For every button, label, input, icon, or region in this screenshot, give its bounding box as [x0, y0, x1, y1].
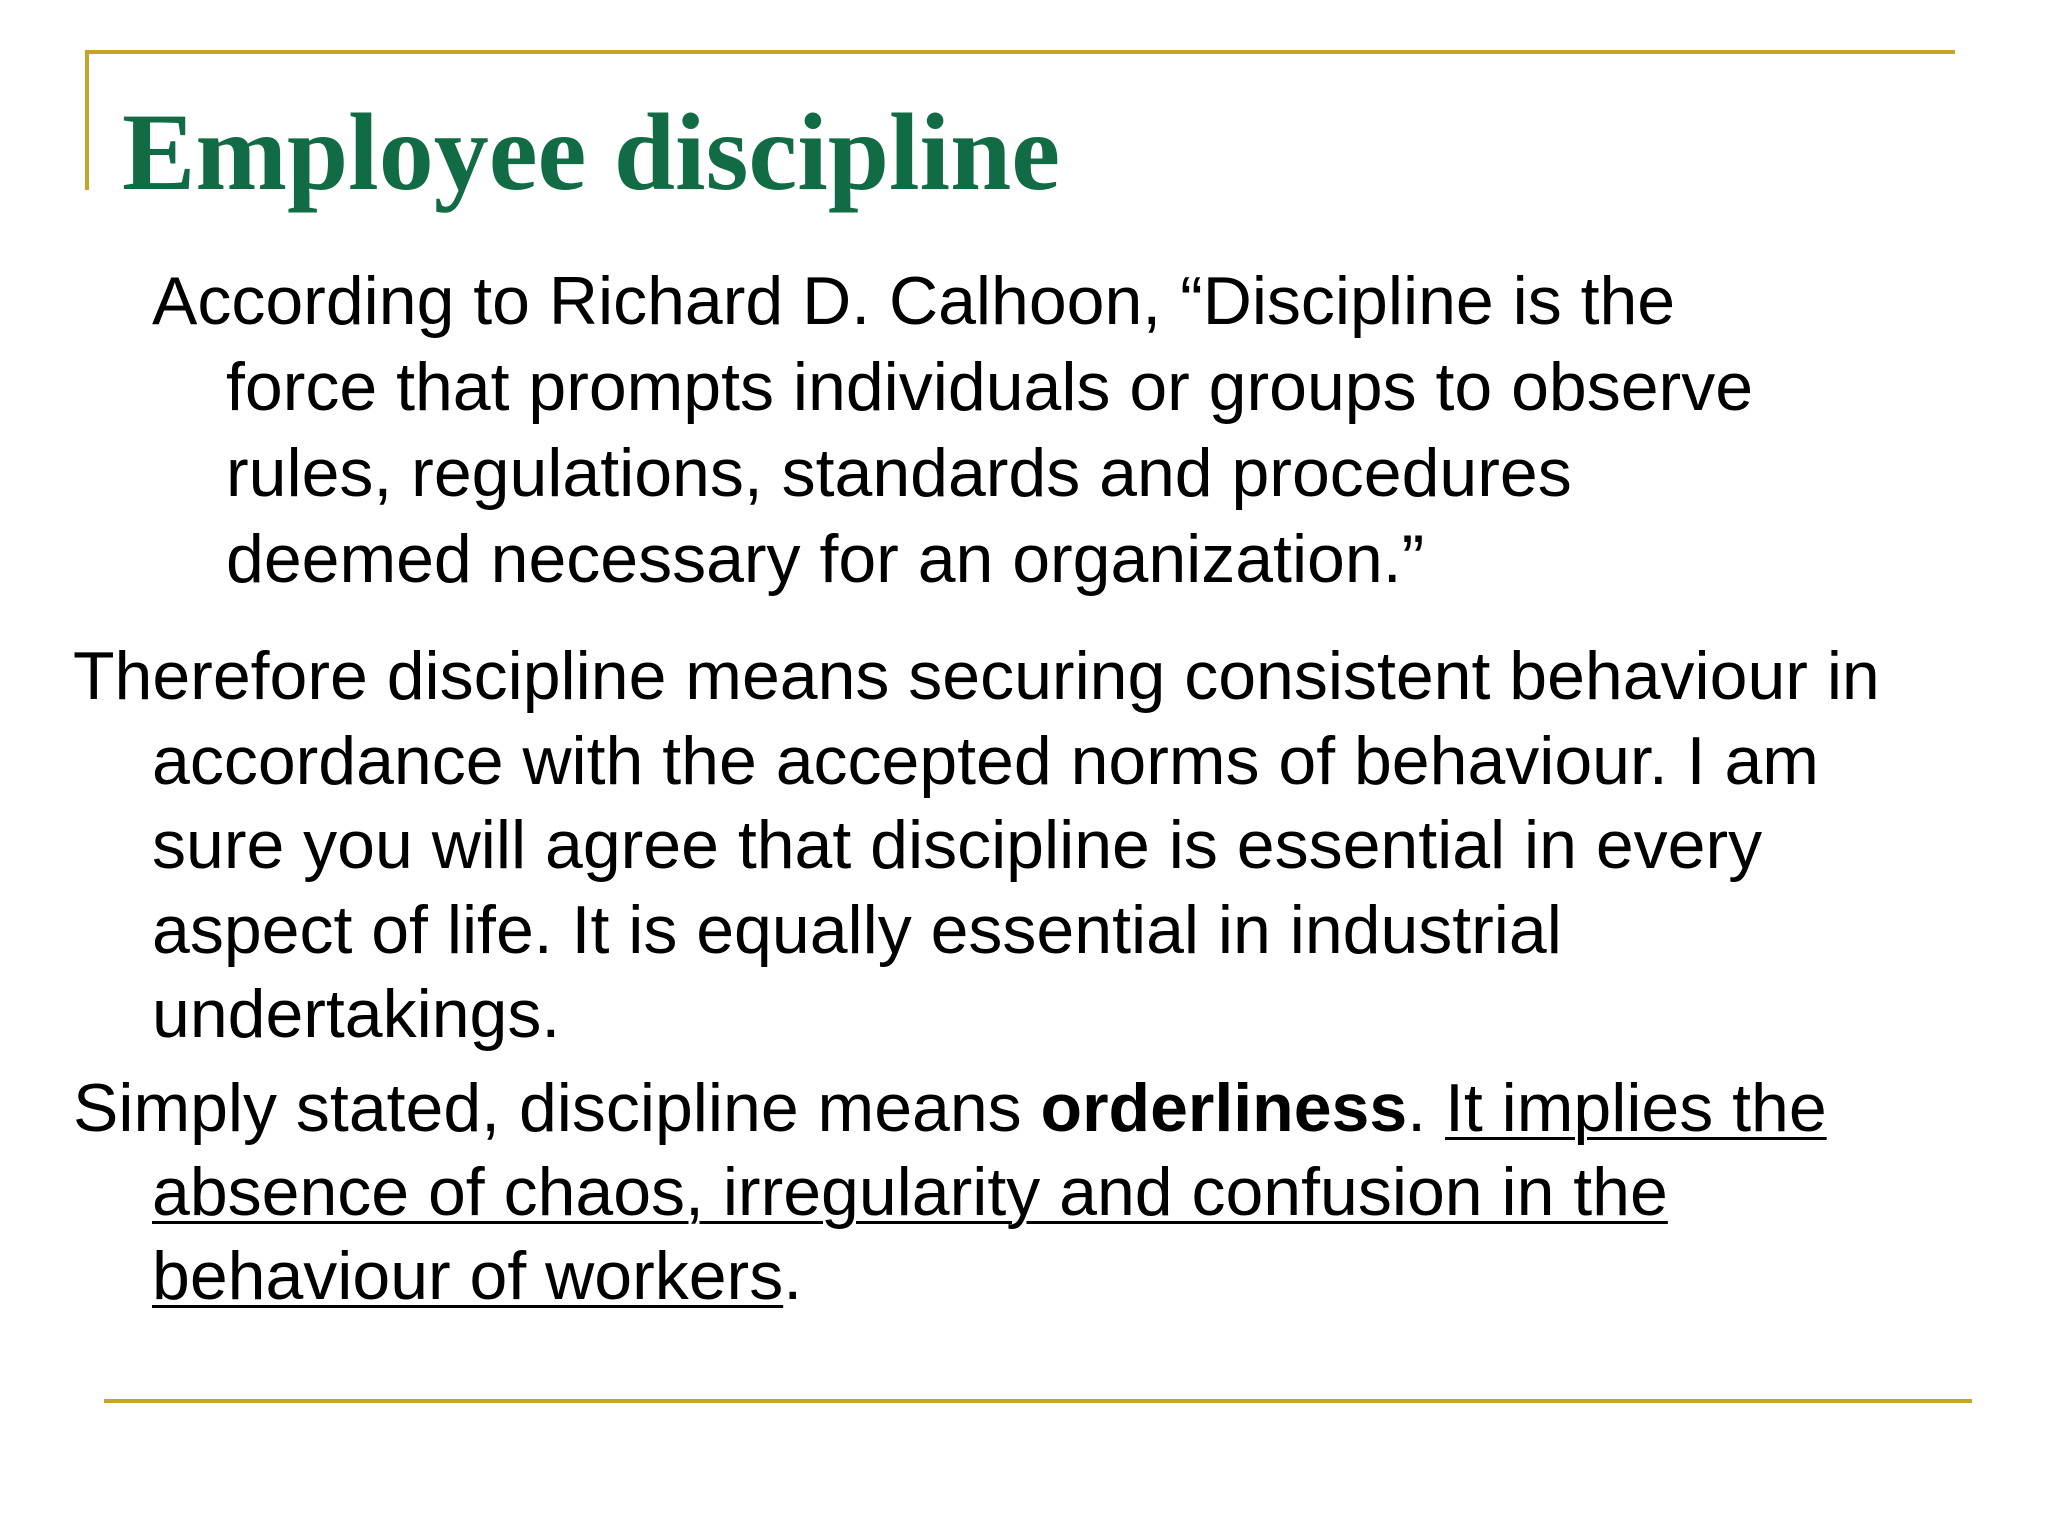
therefore-paragraph: [73, 634, 2022, 1057]
simply-prefix: Simply stated, discipline means: [73, 1070, 1041, 1146]
slide-title: Employee discipline: [122, 91, 1061, 213]
orderliness-bold: orderliness: [1040, 1070, 1408, 1146]
therefore-line-4: aspect of life. It is equally essential in industrial: [152, 891, 1562, 968]
quote-line-3: rules, regulations, standards and procedures: [226, 435, 1572, 511]
underlined-line-2: absence of chaos, irregularity and confusion in the: [152, 1154, 1668, 1230]
therefore-line-2: accordance with the accepted norms of behaviour. I am: [152, 722, 1819, 799]
underlined-line-1: It implies the: [1444, 1070, 1827, 1146]
therefore-line-1: Therefore discipline means securing consistent behaviour in: [73, 638, 1880, 714]
frame-bottom-line: [104, 1399, 1972, 1403]
simply-period-2: .: [783, 1238, 803, 1314]
frame-top-line: [85, 50, 1955, 54]
underlined-line-3: behaviour of workers: [152, 1238, 784, 1314]
quote-line-1: According to Richard D. Calhoon, “Discipline is the: [152, 263, 1676, 339]
quote-line-4: deemed necessary for an organization.”: [226, 521, 1425, 597]
therefore-line-5: undertakings.: [152, 976, 561, 1052]
simply-period-1: .: [1407, 1070, 1427, 1146]
quote-paragraph: [152, 258, 2006, 602]
frame-left-line: [85, 50, 89, 190]
simply-paragraph: [73, 1066, 2022, 1318]
therefore-line-3: sure you will agree that discipline is essential in every: [152, 807, 1763, 883]
quote-line-2: force that prompts individuals or groups to observe: [226, 349, 1754, 425]
